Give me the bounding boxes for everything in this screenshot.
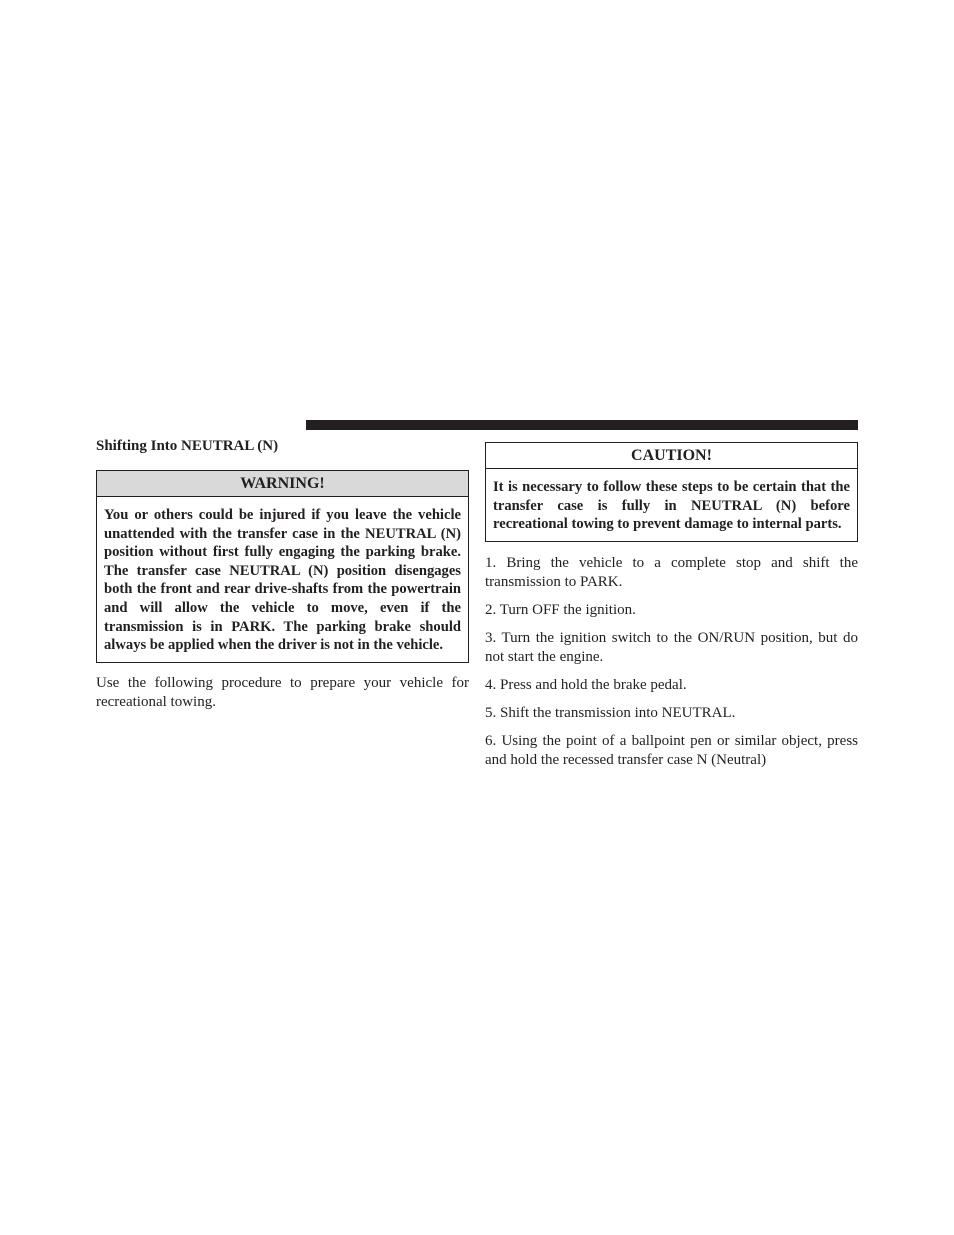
warning-title: WARNING! — [97, 471, 468, 497]
step-4: 4. Press and hold the brake pedal. — [485, 676, 687, 693]
warning-body: You or others could be injured if you leave the vehicle unattended with the transfer case in the NEUTRAL (N) position without first fully engaging the parking brake. The transfer case NEUTRAL (N) position disengages both the front and rear drive-shafts from the powertrain and will allow the vehicle to move, even if the transmission is in PARK. The parking brake should always be applied when the driver is not in the vehicle. — [104, 507, 461, 654]
header-rule — [306, 420, 858, 430]
intro-paragraph: Use the following procedure to prepare your vehicle for recreational towing. — [96, 674, 469, 710]
step-1: 1. Bring the vehicle to a complete stop and shift the transmission to PARK. — [485, 554, 858, 590]
caution-body: It is necessary to follow these steps to be certain that the transfer case is fully in NEUTRAL (N) before recreational towing to prevent damage to internal parts. — [493, 479, 850, 533]
left-column — [96, 470, 469, 712]
warning-box — [96, 470, 469, 663]
step-5: 5. Shift the transmission into NEUTRAL. — [485, 704, 736, 721]
step-2: 2. Turn OFF the ignition. — [485, 601, 636, 618]
right-column — [485, 442, 858, 770]
caution-box — [485, 442, 858, 542]
step-3: 3. Turn the ignition switch to the ON/RUN position, but do not start the engine. — [485, 629, 858, 665]
caution-title: CAUTION! — [486, 443, 857, 469]
step-6: 6. Using the point of a ballpoint pen or similar object, press and hold the recessed transfer case N (Neutral) — [485, 732, 858, 768]
section-heading: Shifting Into NEUTRAL (N) — [96, 438, 279, 454]
